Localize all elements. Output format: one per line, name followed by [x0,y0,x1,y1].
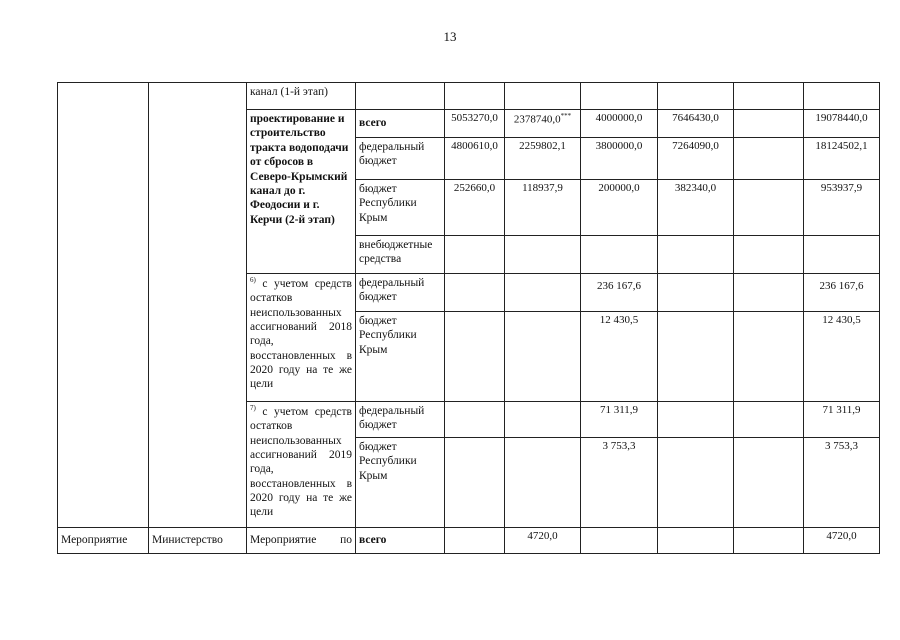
cell-value: 12 430,5 [581,312,658,402]
cell-empty [658,312,734,402]
cell-empty [445,528,505,554]
cell-value: 19078440,0 [804,110,880,138]
cell-value: 3 753,3 [581,438,658,528]
cell-text: Министерство [149,528,247,554]
cell-empty [658,528,734,554]
cell-value: 4720,0 [505,528,581,554]
page-number: 13 [443,29,457,44]
cell-value-text: 2378740,0 [513,113,561,126]
cell-empty [734,438,804,528]
cell-value: 200000,0 [581,180,658,236]
cell-empty [445,312,505,402]
cell-empty [445,274,505,312]
cell-text: канал (1-й этап) [247,83,356,110]
cell-empty [581,528,658,554]
cell-value: 252660,0 [445,180,505,236]
table-row [58,528,880,554]
cell-empty [804,236,880,274]
cell-empty [734,180,804,236]
cell-empty [505,438,581,528]
cell-empty [734,83,804,110]
cell-empty [804,83,880,110]
cell-value: 12 430,5 [804,312,880,402]
cell-empty [505,274,581,312]
cell-source: федеральный бюджет [356,138,445,180]
cell-source: всего [356,528,445,554]
cell-value: 3 753,3 [804,438,880,528]
cell-value: 2259802,1 [505,138,581,180]
cell-value: 3800000,0 [581,138,658,180]
footnote-marker: *** [560,112,572,120]
cell-empty [445,402,505,438]
table-row [58,83,880,110]
cell-source: внебюджетные средства [356,236,445,274]
cell-empty [734,274,804,312]
cell-empty [356,83,445,110]
cell-note-text: с учетом средств остатков неиспользованных ассигнований 2018 года, восстановленных в 2020 году на те же цели [250,277,352,391]
footnote-marker: 7) [250,404,256,412]
cell-value: 7646430,0 [658,110,734,138]
cell-empty [445,438,505,528]
cell-note [247,274,356,402]
cell-note [247,402,356,528]
cell-value: 4000000,0 [581,110,658,138]
cell-empty [658,236,734,274]
cell-empty [505,312,581,402]
cell-value: 236 167,6 [581,274,658,312]
footnote-marker: 6) [250,276,256,284]
cell-empty [734,312,804,402]
cell-source: федеральный бюджет [356,402,445,438]
cell-value: 4800610,0 [445,138,505,180]
cell-empty [734,138,804,180]
cell-empty [505,83,581,110]
cell-empty [149,83,247,528]
cell-empty [658,438,734,528]
cell-empty [658,402,734,438]
cell-value [734,110,804,138]
cell-text: Мероприятие по [247,528,356,554]
cell-source: федеральный бюджет [356,274,445,312]
cell-value: 18124502,1 [804,138,880,180]
cell-empty [445,83,505,110]
cell-value: 382340,0 [658,180,734,236]
cell-source: бюджет Республики Крым [356,180,445,236]
cell-empty [445,236,505,274]
cell-source: всего [356,110,445,138]
cell-empty [734,236,804,274]
cell-value: 7264090,0 [658,138,734,180]
cell-empty [734,528,804,554]
cell-empty [658,83,734,110]
cell-empty [505,236,581,274]
cell-empty [58,83,149,528]
cell-value: 71 311,9 [804,402,880,438]
cell-empty [505,402,581,438]
cell-measure-title: проектирование и строительство тракта водоподачи от сбросов в Северо-Крымский канал до г. Феодосии и г. Керчи (2-й этап) [247,110,356,274]
cell-value: 236 167,6 [804,274,880,312]
cell-value: 4720,0 [804,528,880,554]
cell-empty [658,274,734,312]
cell-value: 953937,9 [804,180,880,236]
budget-table [57,82,880,554]
cell-empty [581,236,658,274]
cell-empty [581,83,658,110]
cell-empty [734,402,804,438]
cell-value: 71 311,9 [581,402,658,438]
cell-value: 118937,9 [505,180,581,236]
cell-value: 5053270,0 [445,110,505,138]
cell-source: бюджет Республики Крым [356,312,445,402]
cell-source: бюджет Республики Крым [356,438,445,528]
cell-note-text: с учетом средств остатков неиспользованных ассигнований 2019 года, восстановленных в 2020 году на те же цели [250,405,352,519]
cell-value [505,110,581,138]
cell-text: Мероприятие [58,528,149,554]
